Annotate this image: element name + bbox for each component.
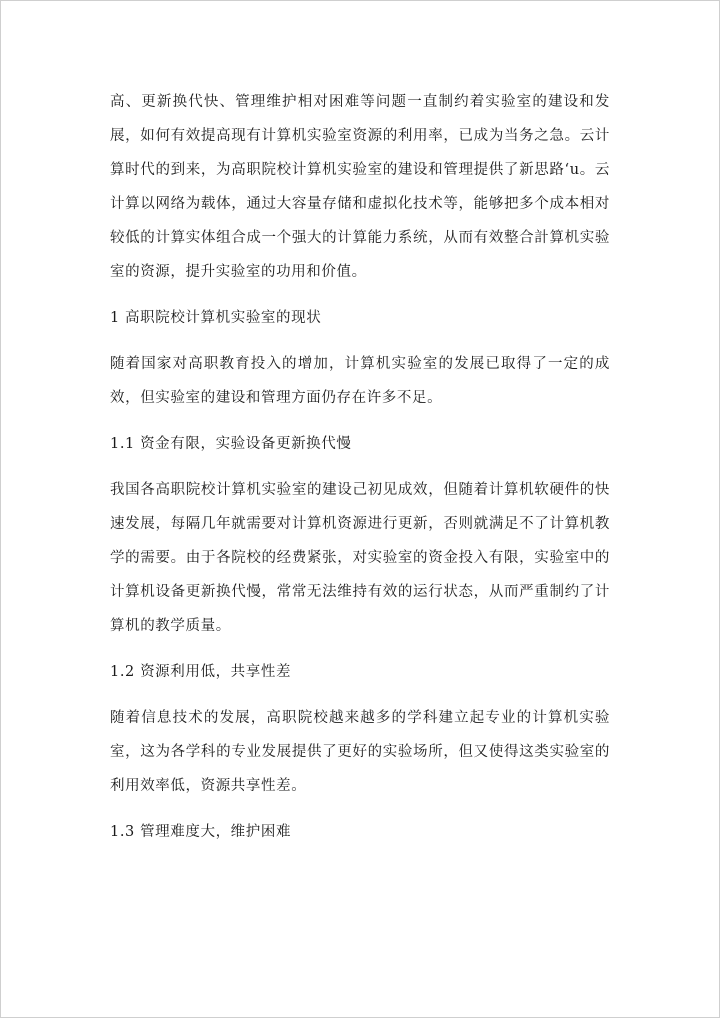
document-body bbox=[110, 85, 610, 849]
intro-paragraph: 高、更新换代快、管理维护相对困难等问题一直制约着实验室的建设和发展，如何有效提高现有计算机实验室资源的利用率，已成为当务之急。云计算时代的到来，为高职院校计算机实验室的建设和管理提供了新思路‘u。云计算以网络为载体，通过大容量存储和虚拟化技术等，能够把多个成本相对较低的计算实体组合成一个强大的计算能力系统，从而有效整合計算机实验室的资源，提升实验室的功用和价值。 bbox=[110, 94, 610, 280]
spacer bbox=[110, 415, 610, 427]
spacer bbox=[110, 289, 610, 301]
section-1-2-paragraph: 随着信息技术的发展，高职院校越来越多的学科建立起专业的计算机实验室，这为各学科的专业发展提供了更好的实验场所，但又使得这类实验室的利用效率低，资源共享性差。 bbox=[110, 710, 610, 794]
section-1-1-paragraph: 我国各高职院校计算机实验室的建设己初见成效，但随着计算机软硬件的快速发展，每隔几年就需要对计算机资源进行更新，否则就满足不了计算机教学的需要。由于各院校的经费紧张，对实验室的资金投入有限，实验室中的计算机设备更新换代慢，常常无法维持有效的运行状态，从而严重制约了计算机的教学质量。 bbox=[110, 482, 610, 634]
section-1-paragraph: 随着国家对高职教育投入的增加，计算机实验室的发展已取得了一定的成效，但实验室的建设和管理方面仍存在许多不足。 bbox=[110, 356, 610, 406]
spacer bbox=[110, 643, 610, 655]
section-heading-1-3: 1.3 管理难度大，维护困难 bbox=[110, 824, 292, 840]
section-heading-1: 1 高职院校计算机实验室的现状 bbox=[110, 310, 322, 326]
spacer bbox=[110, 689, 610, 701]
spacer bbox=[110, 803, 610, 815]
spacer bbox=[110, 335, 610, 347]
section-heading-1-2: 1.2 资源利用低，共享性差 bbox=[110, 664, 292, 680]
spacer bbox=[110, 461, 610, 473]
section-heading-1-1: 1.1 资金有限，实验设备更新换代慢 bbox=[110, 436, 352, 452]
